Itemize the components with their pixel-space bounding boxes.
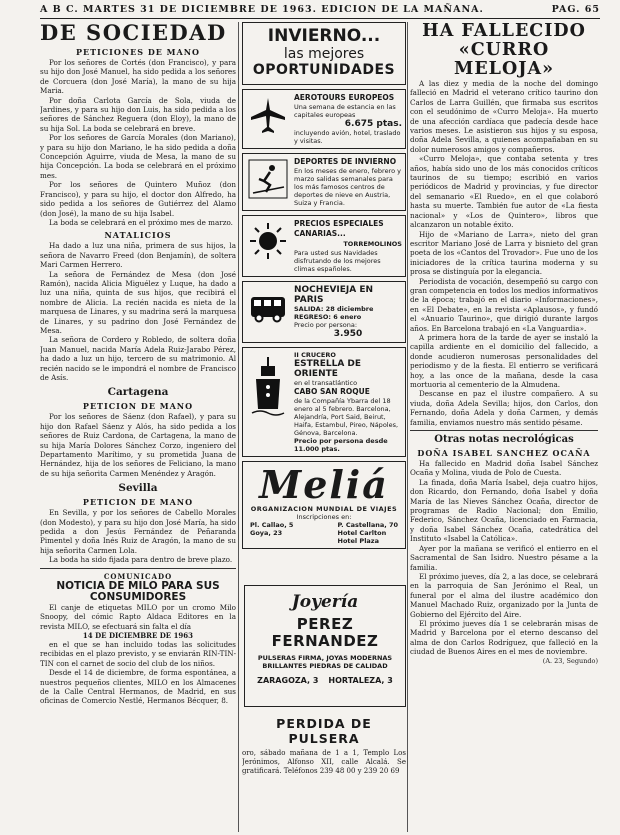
ad-text: SALIDA: 28 diciembre [294,305,374,313]
paragraph: El canje de etiquetas MILO por un cromo Milo Snoopy, del cómic Rapto Aldaca Editores en la revista MILO, se efectuará sin falta el día [40,602,236,631]
subsection-head: Otras notas necrológicas [434,434,574,446]
ad-canarias [242,215,406,277]
airplane-icon [246,93,290,137]
ad-price: 6.675 ptas. [344,119,402,129]
page-header [40,4,600,19]
office-address: Hotel Plaza [337,537,379,545]
paragraph: Descanse en paz el ilustre compañero. A su viuda, doña Adela Sevilla; hijos, don Carlos, don Fernando, doña Adela y doña Carmen, y demás familia, enviamos nuestro más sentido pésame. [410,389,598,427]
paragraph: Desde el 14 de diciembre, de forma espontánea, a nuestros pequeños clientes, MILO en los Almacenes de la Calle Central Hermanos, de Madrid, en sus oficinas de Comercio Nestlé, Hermanos Bécquer, 8. [40,668,236,706]
bus-icon [246,285,290,329]
ship-icon [246,351,290,421]
joyeria-line: BRILLANTES PIEDRAS DE CALIDAD [262,662,388,670]
joyeria-name: PEREZ FERNANDEZ [271,615,379,650]
ad-header-box [242,22,406,85]
ad-heading: PRECIOS ESPECIALES CANARIAS... [294,219,384,238]
paragraph: Por los señores de Sáenz (don Rafael), y para su hijo don Rafael Sáenz y Alós, ha sido pedida a los señores de Ruiz Cardona, de Cartagena, la mano de su hija María Dolores Sánchez Corzo, ingeniero del Departamento Marítimo, y su prometida Juana de Hernández, hija de los señores de Feliciano, la mano de su hija señorita Carmen Menéndez y Aragón. [40,412,236,478]
paragraph: en el que se han incluido todas las solicitudes recibidas en el plazo previsto, y se enviarán RIN-TIN-TIN con el carnet de socio del club de los niños. [40,639,236,668]
subsection-subhead: DOÑA ISABEL SANCHEZ OCAÑA [417,448,591,459]
subhead-peticiones: PETICIONES DE MANO [75,47,201,57]
ad-crucero [242,347,406,457]
column-divider [407,22,408,832]
ad-heading: ESTRELLA DE ORIENTE [294,359,362,379]
skier-icon [246,157,290,201]
ad-title: las mejores [283,46,365,62]
ad-title: OPORTUNIDADES [252,62,396,78]
ad-title: INVIERNO... [267,26,381,46]
joyeria-address: HORTALEZA, 3 [328,676,393,685]
divider [40,568,236,569]
ad-paris [242,281,406,343]
paragraph: Por los señores de Cortés (don Francisco), y para su hijo don José Manuel, ha sido pedida a los señores de Corcuera (don José María), la mano de su hija Maria. [40,58,236,96]
city-sevilla: Sevilla [118,482,158,495]
office-address: Goya, 23 [250,529,283,537]
paragraph: Por los señores de Quintero Muñoz (don Francisco), y para su hijo, el doctor don Alfredo, ha sido pedida a los señores de Gutiérrez del Alamo (don José), la mano de su hija Isabel. [40,180,236,218]
office-address: P. Castellana, 70 [337,521,398,529]
inscripciones-label: Inscripciones en: [296,513,352,521]
ad-deportes [242,153,406,211]
ad-heading: DEPORTES DE INVIERNO [294,157,397,166]
ad-text: en el transatlántico [294,379,358,387]
paragraph: El próximo jueves día 1 se celebrarán misas de Madrid y Barcelona por el eterno descanso del alma de don Carlos Rodríguez, que falleció en la ciudad de Buenos Aires en el mes de noviembre. [410,618,598,657]
paragraph: Ha dado a luz una niña, primera de sus hijos, la señora de Navarro Freed (don Benjamín), de soltera Mari Carmen Herrero. [40,241,236,270]
paragraph: A primera hora de la tarde de ayer se instaló la capilla ardiente en el domicilio del fallecido, a donde acudieron numerosas personalidades del periodismo y de la fiesta. El entierro se verificará hoy, a las once de la mañana, desde la casa mortuoria al cementerio de la Almudena. [410,332,598,389]
ad-heading: AEROTOURS EUROPEOS [294,93,395,102]
paragraph: La señora de Fernández de Mesa (don José Ramón), nacida Alicia Miguélez y Luque, ha dado a luz una niña, quinta de sus hijos, que recibirá el nombre de Alicia. La recién nacida es nieta de la marquesa de Linares, y su madrina será la marquesa de Linares, y su padrino don José Fernández de Mesa. [40,269,236,335]
section-title: DE SOCIEDAD [40,22,227,45]
ad-text: REGRESO: 6 enero [294,313,362,321]
ad-aerotours [242,89,406,149]
comunicado-label: COMUNICADO [103,571,173,581]
ad-text: Para usted sus Navidades disfrutando de los mejores climas españoles. [294,249,381,273]
ad-text: En los meses de enero, febrero y marzo salidas semanales para los más famosos centros de deportes de nieve en Austria, Suiza y Francia. [294,167,402,207]
right-column [410,22,598,832]
paragraph: La boda ha sido fijada para dentro de breve plazo. [49,555,233,565]
paragraph: El próximo jueves, día 2, a las doce, se celebrará en la parroquia de San Jerónimo el Real, un funeral por el alma del ilustre académico don Manuel Machado Ruiz, organizado por la Junta de Gobierno del Ejército del Aire. [410,571,598,619]
office-address: Hotel Carlton [337,529,387,537]
joyeria-address: ZARAGOZA, 3 [257,676,319,685]
paragraph: La señora de Cordero y Robledo, de soltera doña Juan Manuel, nacida María Adela Ruiz-Jarabo Pérez, ha dado a luz un hijo, tercero de su matrimonio. Al recién nacido se le impondrá el nombre de Francisco de Asís. [40,335,236,382]
paragraph: Por doña Carlota García de Sola, viuda de Jardines, y para su hijo don Luis, ha sido pedida a los señores de Sánchez Reguera (don Eloy), la mano de su hija Sol. La boda se celebrará en breve. [40,95,236,133]
sun-icon [246,219,290,263]
ad-text: Una semana de estancia en las capitales europeas [294,103,396,119]
subhead-peticion: PETICION DE MANO [82,497,194,508]
brand-subtitle: ORGANIZACION MUNDIAL DE VIAJES [250,505,398,513]
subhead-peticion: PETICION DE MANO [82,401,194,412]
paragraph: Por los señores de García Morales (don Mariano), y para su hijo don Mariano, le ha sido pedida a doña Concepción Aguirre, viuda de Mesa, la mano de su hija Concepción. La boda se celebrará en el próximo mes. [40,133,236,180]
perdida-title: PERDIDA DE PULSERA [276,716,372,746]
joyeria-advertisement [244,585,406,707]
ad-text: de la Compañía Ybarra del 18 enero al 5 febrero. Barcelona, Alejandría, Port Said, Beirut, Haifa, Estambul, Pireo, Nápoles, Génova, Barcelona. [294,397,399,437]
office-address: Pl. Callao, 5 [250,521,294,529]
perdida-text: oro, sábado mañana de 1 a 1, Templo Los Jerónimos, Alfonso XII, calle Alcalá. Se gratificará. Teléfonos 239 48 00 y 239 20 69 [242,749,406,775]
paragraph: Hijo de «Mariano de Larra», nieto del gran escritor Mariano José de Larra y bisnieto del gran poeta de los «Cantos del Trovador». Fue uno de los iniciadores de la crítica taurina moderna y su prosa se distinguía por la elegancia. [410,229,598,277]
subhead-natalicios: NATALICIOS [104,230,172,241]
ad-text: Precio por persona: [294,321,358,329]
perdida-notice [242,710,406,776]
ad-ship: CABO SAN ROQUE [294,387,370,396]
ad-price: 3.950 [333,329,363,339]
ad-text: II CRUCERO [294,351,336,359]
left-column [40,22,236,706]
melia-logo: Meliá [259,462,389,507]
paragraph: Periodista de vocación, desempeñó su cargo con gran competencia en todos los medios informativos de la época; trabajó en el diario «Informaciones», en «El Debate», en la revista «Aplausos», y fundó el «Anuario Taurino», que dirigió durante largos años. En Barcelona trabajó en «La Vanguardia». [410,276,598,333]
paragraph: La finada, doña María Isabel, deja cuatro hijos, don Ricardo, don Fernando, doña Isabel y doña María de las Nieves Sánchez Ocaña, director de programas de Radio Nacional; don Emilio, Federico, Sánchez Ocaña, licenciado en Farmacia, y doña Isabel Sánchez Ocaña, catedrática del Instituto «Isabel la Católica». [410,477,598,544]
paragraph: A las diez y media de la noche del domingo falleció en Madrid el veterano crítico taurino don Carlos de Larra Guillén, que firmaba sus escritos con el seudónimo de «Curro Meloja». Ha muerto de una afección cardíaca que padecía desde hace varios meses. Le asistieron sus hijos y su esposa, doña Adela Sevilla, a quienes acompañaban en su dolor numerosos amigos y compañeros. [410,79,598,154]
joyeria-line: PULSERAS FIRMA, JOYAS MODERNAS [257,654,393,662]
paragraph: La boda se celebrará en el próximo mes de marzo. [49,217,233,227]
column-divider [238,22,239,832]
city-cartagena: Cartagena [107,386,169,399]
joyeria-word: Joyería [291,592,359,612]
paragraph: Ayer por la mañana se verificó el entierro en el Sacramental de San Isidro. Nuestro pésame a la familia. [410,543,598,572]
obituary-title: HA FALLECIDO [422,22,586,41]
melia-advertisement [242,22,406,567]
ad-subheading: TORREMOLINOS [343,240,402,248]
notice-headline: NOTICIA DE MILO PARA SUS CONSUMIDORES [56,579,220,603]
paragraph: «Curro Meloja», que contaba setenta y tres años, había sido uno de los más conocidos críticos taurinos de su tiempo; escribió en varios periódicos de Madrid y provincias, y fue director del semanario «El Ruedo», en el que colaboró hasta su muerte. También fue autor de «La fiesta nacional» y «Los de Quintero», libros que alcanzaron un notable éxito. [410,154,598,230]
obituary-title: «CURRO MELOJA» [453,40,555,79]
divider [410,430,598,431]
paragraph: En Sevilla, y por los señores de Cabello Morales (don Modesto), y para su hijo don José María, ha sido pedida a don Jesús Fernández de Peñaranda Pimentel y doña Inés Ruiz de Aragón, la mano de su hija señorita Carmen Lola. [40,508,236,555]
notice-date: 14 DE DICIEMBRE DE 1963 [82,630,194,640]
paragraph: Ha fallecido en Madrid doña Isabel Sánchez Ocaña y Molina, viuda de Polo de Cuesta. [410,459,598,478]
melia-brand-box [242,461,406,549]
ad-price: Precio por persona desde 11.000 ptas. [294,437,388,453]
ad-heading: NOCHEVIEJA EN PARIS [294,285,374,305]
header-left: A B C. MARTES 31 DE DICIEMBRE DE 1963. EDICION DE LA MAÑANA. [40,4,484,15]
ad-text: incluyendo avión, hotel, traslado y visitas. [294,129,401,145]
signature: (A. 23, Segundo) [542,656,598,665]
page-number: PAG. 65 [551,4,600,15]
